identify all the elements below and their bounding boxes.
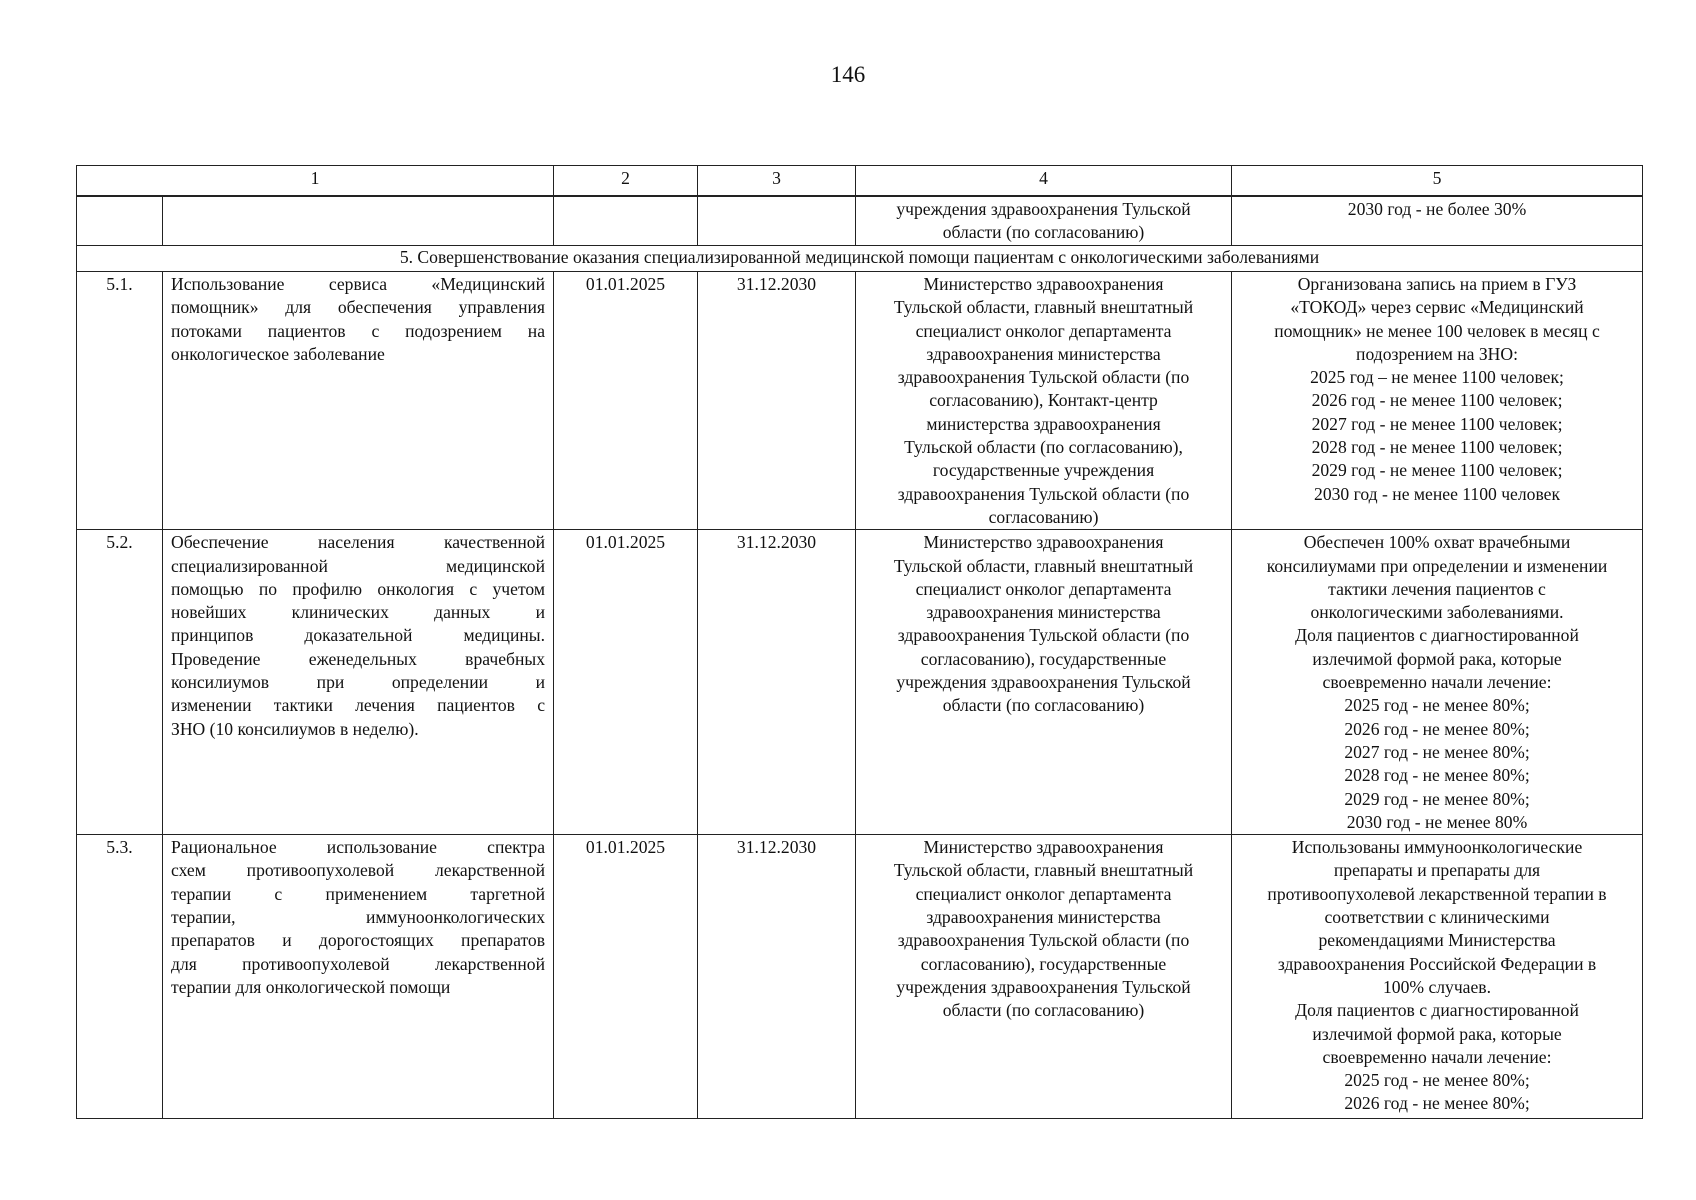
- executor: [856, 530, 1232, 835]
- measure-name: [163, 272, 554, 530]
- end-date: 31.12.2030: [698, 530, 856, 835]
- cell-line: специалист онколог департамента: [915, 320, 1172, 341]
- cell-line: онкологическими заболеваниями.: [1310, 602, 1564, 623]
- cell-line: здравоохранения Тульской области (по: [897, 625, 1190, 646]
- cell-line: подозрением на ЗНО:: [1356, 343, 1518, 364]
- executor: [856, 272, 1232, 530]
- start-date: 01.01.2025: [554, 530, 698, 835]
- cell-line: помощник» не менее 100 человек в месяц с: [1274, 320, 1600, 341]
- measure-name: [163, 530, 554, 835]
- cell-line: учреждения здравоохранения Тульской: [896, 198, 1191, 219]
- measure-name: [163, 835, 554, 1119]
- cell-line: специализированной медицинской: [171, 555, 546, 576]
- cell-line: консилиумами при определении и изменении: [1266, 555, 1608, 576]
- header-col-2: 2: [554, 166, 698, 196]
- cell-line: терапии, иммуноонкологических: [171, 907, 546, 928]
- cell-line: изменении тактики лечения пациентов с: [171, 695, 546, 716]
- executor: [856, 835, 1232, 1119]
- cell-line: 2030 год - не менее 1100 человек: [1314, 483, 1561, 504]
- cell-line: Тульской области (по согласованию),: [904, 437, 1183, 458]
- cell-line: для противоопухолевой лекарственной: [171, 953, 546, 974]
- table-row: [77, 530, 1643, 835]
- cell-line: помощью по профилю онкология с учетом: [171, 578, 546, 599]
- cell-line: 2029 год - не менее 80%;: [1344, 788, 1530, 809]
- cell-line: препараты и препараты для: [1333, 860, 1541, 881]
- cell-line: 2027 год - не менее 1100 человек;: [1311, 413, 1563, 434]
- cell-line: специалист онколог департамента: [915, 883, 1172, 904]
- cell-line: 100% случаев.: [1383, 976, 1492, 997]
- carry-start-cell: [554, 196, 698, 246]
- cell-line: помощник» для обеспечения управления: [171, 297, 546, 318]
- cell-line: Организована запись на прием в ГУЗ: [1297, 274, 1577, 294]
- cell-line: 2025 год - не менее 80%;: [1344, 1070, 1530, 1091]
- cell-line: 2026 год - не менее 1100 человек;: [1311, 390, 1563, 411]
- measures-table: [76, 165, 1643, 1119]
- cell-line: онкологическое заболевание: [171, 343, 385, 364]
- cell-line: потоками пациентов с подозрением на: [171, 320, 546, 341]
- cell-line: схем противоопухолевой лекарственной: [171, 860, 546, 881]
- cell-line: Министерство здравоохранения: [923, 274, 1164, 294]
- cell-line: 2025 год – не менее 1100 человек;: [1310, 367, 1564, 388]
- row-number: 5.3.: [77, 835, 163, 1119]
- cell-line: препаратов и дорогостоящих препаратов: [171, 930, 546, 951]
- cell-line: терапии для онкологической помощи: [171, 976, 451, 997]
- cell-line: Министерство здравоохранения: [923, 837, 1164, 858]
- cell-line: излечимой формой рака, которые: [1312, 648, 1562, 669]
- cell-line: здравоохранения Российской Федерации в: [1277, 953, 1597, 974]
- cell-line: 2028 год - не менее 80%;: [1344, 765, 1530, 786]
- cell-line: Доля пациентов с диагностированной: [1295, 1000, 1579, 1021]
- cell-line: Обеспечение населения качественной: [171, 532, 546, 553]
- row-number: 5.1.: [77, 272, 163, 530]
- cell-line: 2026 год - не менее 80%;: [1344, 1093, 1530, 1114]
- start-date: 01.01.2025: [554, 272, 698, 530]
- section-row: [77, 246, 1643, 272]
- end-date: 31.12.2030: [698, 835, 856, 1119]
- cell-line: 2025 год - не менее 80%;: [1344, 695, 1530, 716]
- section-title: 5. Совершенствование оказания специализированной медицинской помощи пациентам с онкологическими заболеваниями: [77, 246, 1643, 272]
- cell-line: консилиумов при определении и: [171, 672, 546, 693]
- carry-result-cell: [1232, 196, 1643, 246]
- cell-line: Проведение еженедельных врачебных: [171, 648, 546, 669]
- cell-line: 2030 год - не менее 80%: [1346, 811, 1528, 832]
- cell-line: здравоохранения министерства: [926, 907, 1161, 928]
- cell-line: Доля пациентов с диагностированной: [1295, 625, 1579, 646]
- cell-line: Тульской области, главный внештатный: [893, 297, 1194, 318]
- carry-end-cell: [698, 196, 856, 246]
- table-row-carry: [77, 196, 1643, 246]
- cell-line: здравоохранения Тульской области (по: [897, 930, 1190, 951]
- cell-line: учреждения здравоохранения Тульской: [896, 672, 1191, 693]
- cell-line: своевременно начали лечение:: [1322, 672, 1552, 693]
- cell-line: «ТОКОД» через сервис «Медицинский: [1290, 297, 1584, 318]
- cell-line: согласованию), государственные: [920, 648, 1167, 669]
- cell-line: Тульской области, главный внештатный: [893, 860, 1194, 881]
- cell-line: министерства здравоохранения: [926, 413, 1161, 434]
- cell-line: 2026 год - не менее 80%;: [1344, 718, 1530, 739]
- header-col-4: 4: [856, 166, 1232, 196]
- cell-line: Рациональное использование спектра: [171, 837, 546, 858]
- cell-line: согласованию), государственные: [920, 953, 1167, 974]
- cell-line: рекомендациями Министерства: [1318, 930, 1556, 951]
- cell-line: согласованию), Контакт-центр: [929, 390, 1158, 411]
- cell-line: здравоохранения министерства: [926, 602, 1161, 623]
- cell-line: 2029 год - не менее 1100 человек;: [1311, 460, 1563, 481]
- cell-line: 2027 год - не менее 80%;: [1344, 741, 1530, 762]
- cell-line: своевременно начали лечение:: [1322, 1046, 1552, 1067]
- result: [1232, 272, 1643, 530]
- result: [1232, 530, 1643, 835]
- table-row: [77, 272, 1643, 530]
- cell-line: области (по согласованию): [942, 1000, 1145, 1021]
- header-col-3: 3: [698, 166, 856, 196]
- carry-executor-cell: [856, 196, 1232, 246]
- carry-name-cell: [163, 196, 554, 246]
- cell-line: Использование сервиса «Медицинский: [171, 274, 546, 294]
- end-date: 31.12.2030: [698, 272, 856, 530]
- cell-line: соответствии с клиническими: [1324, 907, 1550, 928]
- cell-line: учреждения здравоохранения Тульской: [896, 976, 1191, 997]
- table-header-row: [77, 166, 1643, 196]
- header-col-1: 1: [77, 166, 554, 196]
- cell-line: ЗНО (10 консилиумов в неделю).: [171, 718, 419, 739]
- result: [1232, 835, 1643, 1119]
- header-col-5: 5: [1232, 166, 1643, 196]
- cell-line: Обеспечен 100% охват врачебными: [1303, 532, 1571, 553]
- cell-line: 2028 год - не менее 1100 человек;: [1311, 437, 1563, 458]
- cell-line: Тульской области, главный внештатный: [893, 555, 1194, 576]
- cell-line: терапии с применением таргетной: [171, 883, 546, 904]
- carry-num-cell: [77, 196, 163, 246]
- cell-line: здравоохранения Тульской области (по: [897, 483, 1190, 504]
- cell-line: 2030 год - не более 30%: [1347, 198, 1527, 219]
- cell-line: области (по согласованию): [942, 695, 1145, 716]
- row-number: 5.2.: [77, 530, 163, 835]
- cell-line: тактики лечения пациентов с: [1328, 578, 1546, 599]
- cell-line: согласованию): [988, 506, 1099, 527]
- cell-line: здравоохранения министерства: [926, 343, 1161, 364]
- cell-line: специалист онколог департамента: [915, 578, 1172, 599]
- cell-line: Использованы иммуноонкологические: [1291, 837, 1583, 858]
- cell-line: государственные учреждения: [932, 460, 1155, 481]
- cell-line: принципов доказательной медицины.: [171, 625, 546, 646]
- cell-line: здравоохранения Тульской области (по: [897, 367, 1190, 388]
- cell-line: противоопухолевой лекарственной терапии в: [1267, 883, 1607, 904]
- cell-line: излечимой формой рака, которые: [1312, 1023, 1562, 1044]
- cell-line: новейших клинических данных и: [171, 602, 546, 623]
- page-number: 146: [830, 62, 866, 87]
- start-date: 01.01.2025: [554, 835, 698, 1119]
- cell-line: области (по согласованию): [942, 221, 1145, 242]
- table-row: [77, 835, 1643, 1119]
- cell-line: Министерство здравоохранения: [923, 532, 1164, 553]
